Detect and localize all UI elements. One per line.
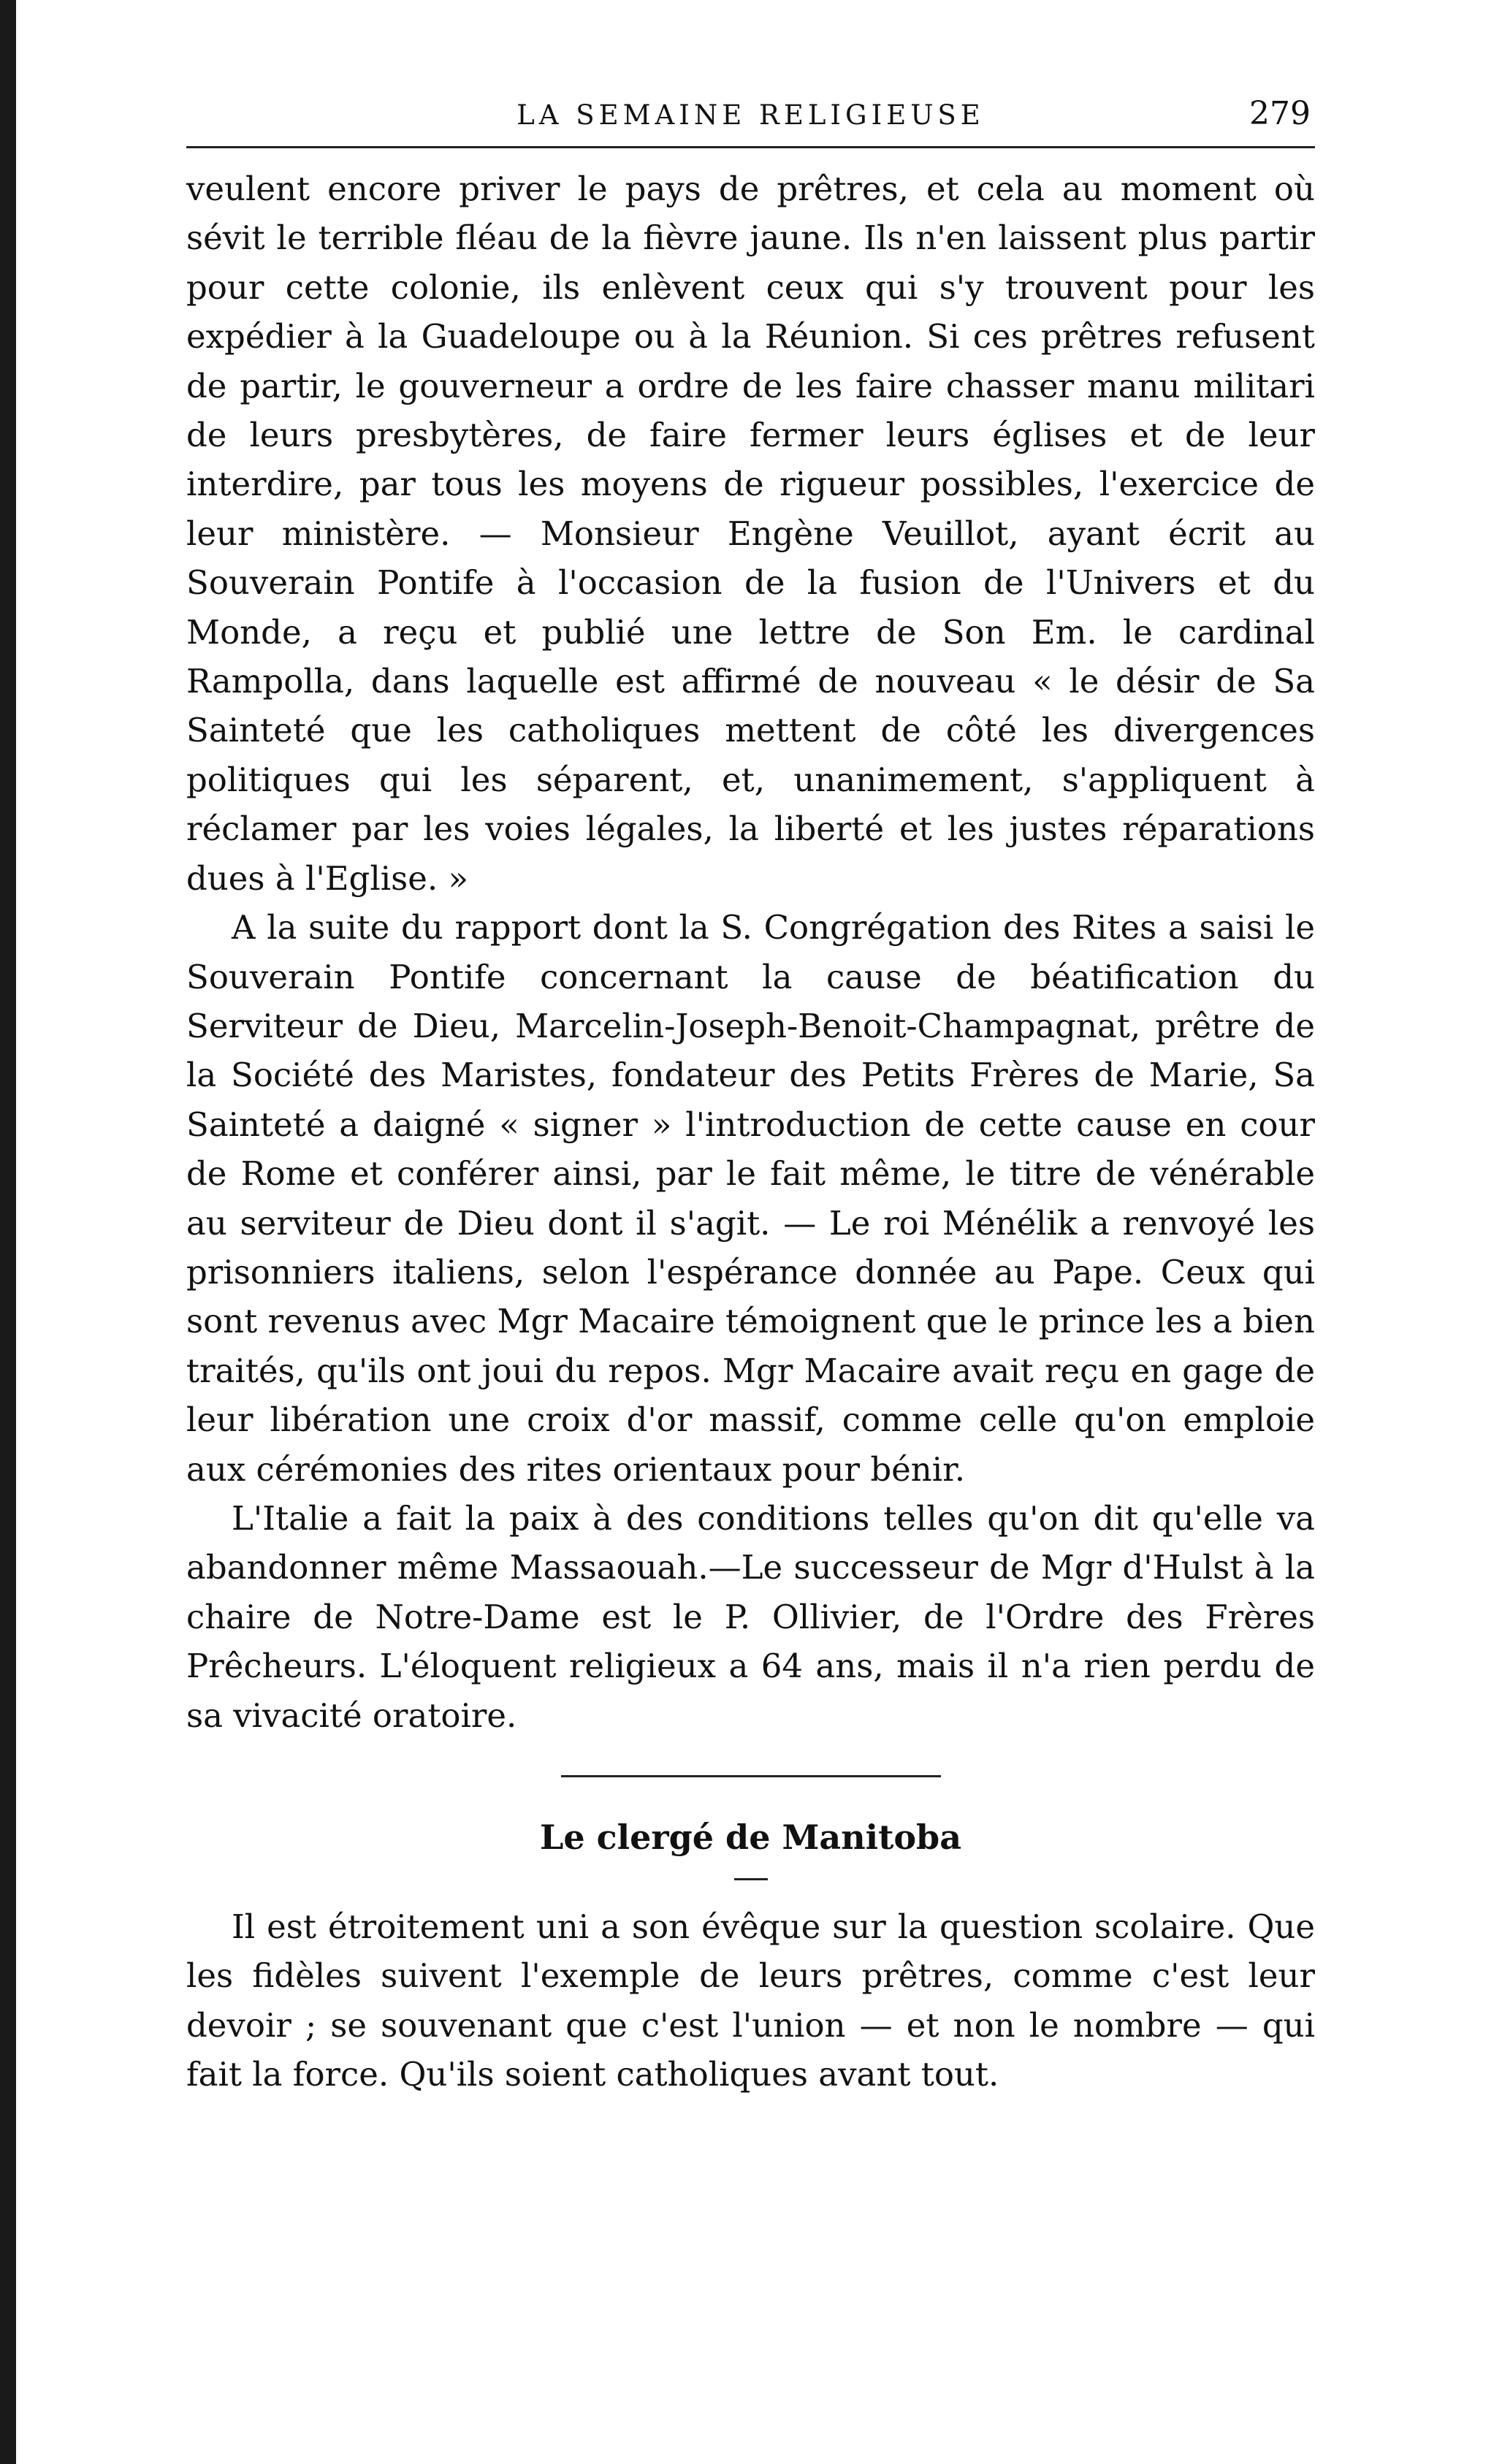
- title-dash: [734, 1878, 768, 1880]
- header-rule: [186, 146, 1315, 148]
- document-page: [186, 88, 1315, 2099]
- paragraph-1: veulent encore priver le pays de prêtres, et cela au moment où sévit le terrible fléau de la fièvre jaune. Ils n'en laissent plus partir pour cette colonie, ils enlèvent ceux qui s'y trouvent pour les expédier à la Guadeloupe ou à la Réunion. Si ces prêtres refusent de partir, le gouverneur a ordre de les faire chasser manu militari de leurs presbytères, de faire fermer leurs églises et de leur interdire, par tous les moyens de rigueur possibles, l'exercice de leur ministère. — Monsieur Engène Veuillot, ayant écrit au Souverain Pontife à l'occasion de la fusion de l'Univers et du Monde, a reçu et publié une lettre de Son Em. le cardinal Rampolla, dans laquelle est affirmé de nouveau « le désir de Sa Sainteté que les catholiques mettent de côté les divergences politiques qui les séparent, et, unanimement, s'appliquent à réclamer par les voies légales, la liberté et les justes réparations dues à l'Eglise. »: [186, 169, 1315, 898]
- paragraph-2: A la suite du rapport dont la S. Congrégation des Rites a saisi le Souverain Pontife concernant la cause de béatification du Serviteur de Dieu, Marcelin-Joseph-Benoit-Champagnat, prêtre de la Société des Maristes, fondateur des Petits Frères de Marie, Sa Sainteté a daigné « signer » l'introduction de cette cause en cour de Rome et conférer ainsi, par le fait même, le titre de vénérable au serviteur de Dieu dont il s'agit. — Le roi Ménélik a renvoyé les prisonniers italiens, selon l'espérance donnée au Pape. Ceux qui sont revenus avec Mgr Macaire témoignent que le prince les a bien traités, qu'ils ont joui du repos. Mgr Macaire avait reçu en gage de leur libération une croix d'or massif, comme celle qu'on emploie aux cérémonies des rites orientaux pour bénir.: [186, 908, 1315, 1489]
- scan-edge-bar: [0, 0, 16, 2464]
- paragraph-3: L'Italie a fait la paix à des conditions telles qu'on dit qu'elle va abandonner même Massaouah.—Le successeur de Mgr d'Hulst à la chaire de Notre-Dame est le P. Ollivier, de l'Ordre des Frères Prêcheurs. L'éloquent religieux a 64 ans, mais il n'a rien perdu de sa vivacité oratoire.: [186, 1498, 1315, 1735]
- section-divider: [561, 1775, 941, 1777]
- running-header: [186, 88, 1315, 139]
- section-title: Le clergé de Manitoba: [539, 1818, 962, 1857]
- running-title: LA SEMAINE RELIGIEUSE: [516, 99, 985, 131]
- section-paragraph: Il est étroitement uni a son évêque sur la question scolaire. Que les fidèles suivent l'exemple de leurs prêtres, comme c'est leur devoir ; se souvenant que c'est l'union — et non le nombre — qui fait la force. Qu'ils soient catholiques avant tout.: [186, 1907, 1315, 2094]
- page-number: 279: [1249, 95, 1311, 132]
